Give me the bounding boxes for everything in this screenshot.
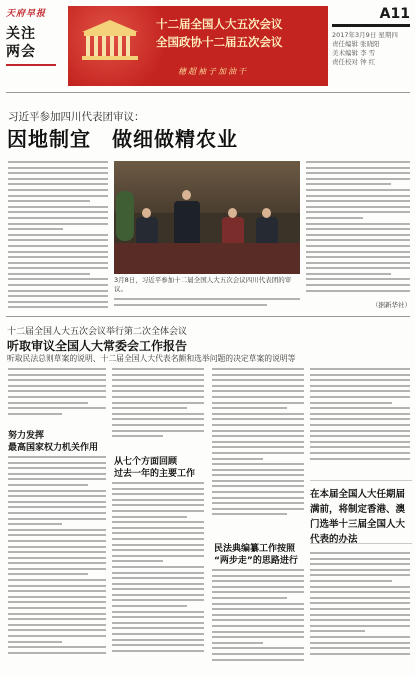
newspaper-logo: 天府早报 [6,9,47,19]
designer-credit: 美术编辑 李 雪 [332,49,376,57]
section-heading-3b: “两步走”的思路进行 [214,556,298,566]
great-hall-icon [74,16,146,64]
news-photo [114,161,300,274]
article2-col2-bottom [112,482,204,672]
article1-body-right [306,161,410,295]
section-heading-3a: 民法典编纂工作按照 [214,544,296,554]
article1-body-bottom [114,298,300,314]
section-heading-2b: 过去一年的主要工作 [114,469,196,479]
masthead [6,6,62,92]
column-title [6,25,62,61]
banner-line-cppcc: 全国政协十二届五次会议 [156,35,283,49]
section-heading-2a: 从七个方面回顾 [114,457,178,467]
column-title-line1: 关注 [6,26,36,42]
page-number-rule [332,24,410,27]
article2-kicker: 十二届全国人大五次会议举行第二次全体会议 [7,327,188,337]
sidebar-callout [310,480,412,544]
section-heading-1a: 努力发挥 [8,431,45,441]
article1-kicker: 习近平参加四川代表团审议： [8,111,145,123]
article2-col2-top [112,368,204,450]
article2-col3-top [212,368,304,536]
article1-body-left [8,161,108,311]
article-divider [6,316,410,317]
article2-headline: 听取审议全国人大常委会工作报告 [7,339,188,353]
article2-subheadline: 听取民法总则草案的说明、十二届全国人大代表名额和选举问题的决定草案的说明等 [7,354,296,363]
article2-col4-bottom [310,552,410,672]
article2-col4-top [310,368,410,476]
two-sessions-banner [68,6,328,86]
article2-col3-bottom [212,569,304,672]
proofreader-credit: 责任校对 钟 红 [332,58,376,66]
issue-date: 2017年3月9日 星期四 [332,31,398,39]
column-rule [6,64,56,66]
article2-col1-bottom [8,456,106,672]
photo-caption: 3月8日，习近平参加十二届全国人大五次会议四川代表团的审议。 [114,276,292,293]
page-info [332,6,410,88]
article1-byline: （据新华社） [372,301,411,309]
article1-headline: 因地制宜 做细做精农业 [7,127,238,151]
sidebar-callout-title: 在本届全国人大任期届满前，将制定香港、澳门选举十三届全国人大代表的办法 [310,489,406,545]
section-heading-1b: 最高国家权力机关作用 [8,443,99,453]
banner-line-npc: 十二届全国人大五次会议 [156,17,283,31]
editor-credit: 责任编辑 张晓阳 [332,40,380,48]
article2-col1-top [8,368,106,424]
banner-slogan: 穗超袖子加油干 [178,67,248,76]
header-divider [6,92,410,93]
column-title-line2: 两会 [6,44,36,60]
page-number: A11 [379,6,410,22]
